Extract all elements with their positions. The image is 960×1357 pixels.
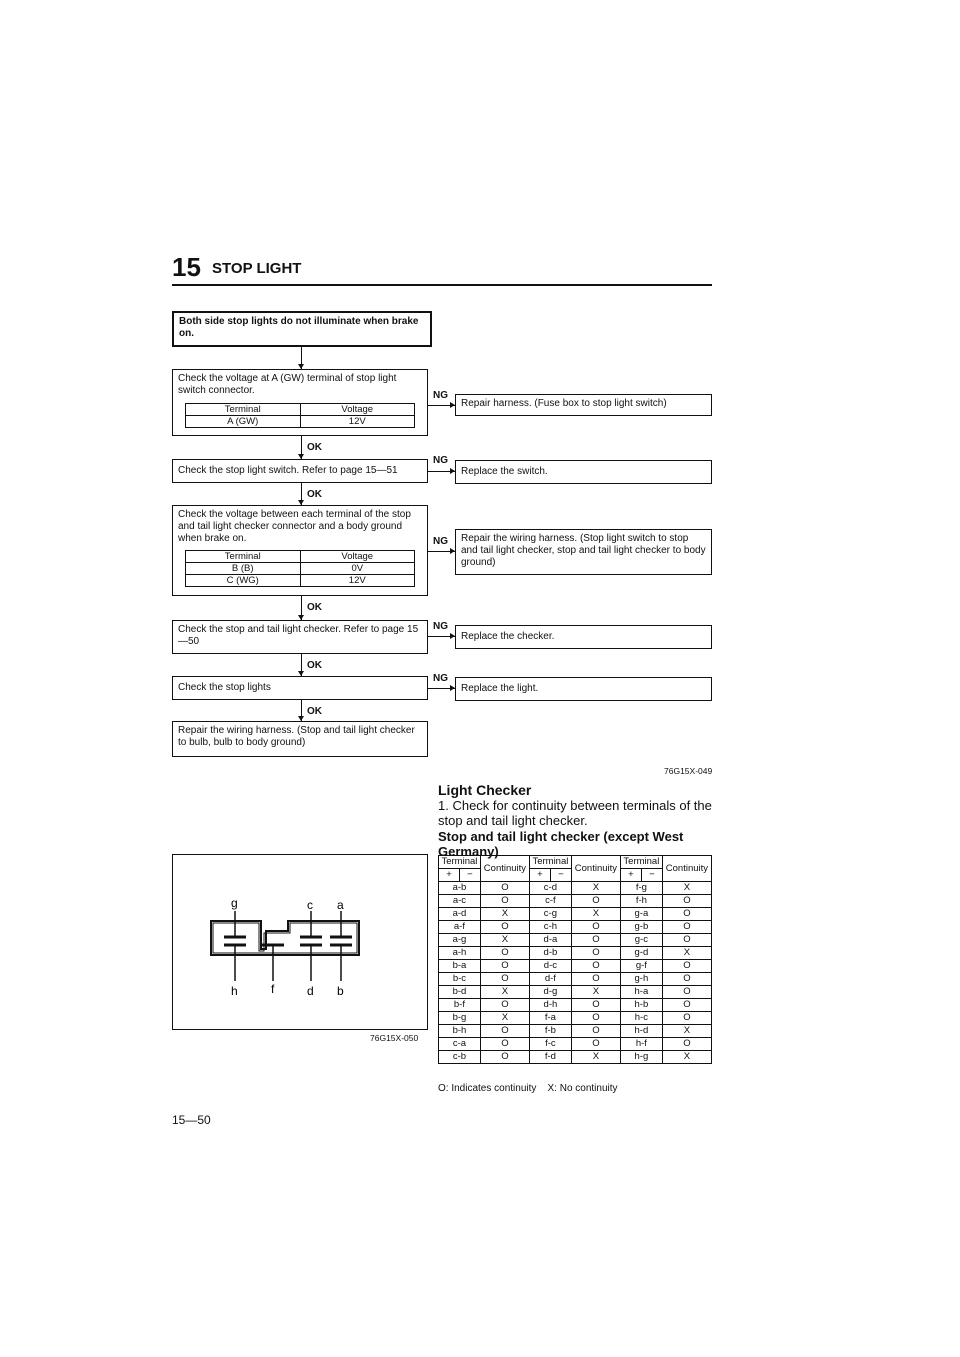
terminal-pair-cell: h-b [620, 999, 662, 1012]
continuity-cell: X [662, 1025, 711, 1038]
continuity-cell: O [662, 908, 711, 921]
step3-ng-label: NG [433, 536, 448, 547]
table-row [439, 895, 712, 908]
th-minus-3: − [641, 869, 662, 882]
terminal-pair-cell: d-a [529, 934, 571, 947]
terminal-pair-cell: g-b [620, 921, 662, 934]
step3-text: Check the voltage between each terminal of the stop and tail light checker connector and a body ground when brake on. [178, 509, 411, 544]
table-row [439, 1038, 712, 1051]
continuity-cell: O [571, 1012, 620, 1025]
section-step-text: 1. Check for continuity between terminals of the stop and tail light checker. [438, 798, 712, 828]
terminal-pair-cell: a-g [439, 934, 481, 947]
step1-ng-text: Repair harness. (Fuse box to stop light switch) [461, 398, 667, 409]
table-row [439, 947, 712, 960]
flow-start-text: Both side stop lights do not illuminate when brake on. [179, 316, 419, 339]
page-number: 15—50 [172, 1113, 211, 1127]
section-subtitle: Stop and tail light checker (except West Germany) [438, 829, 684, 859]
terminal-pair-cell: a-b [439, 882, 481, 895]
pin-label-a: a [337, 898, 344, 912]
page-header [172, 248, 712, 288]
step5-ng-label: NG [433, 673, 448, 684]
pin-label-d: d [307, 984, 314, 998]
table-row [439, 1012, 712, 1025]
continuity-cell: X [571, 882, 620, 895]
terminal-pair-cell: g-c [620, 934, 662, 947]
table-row [439, 921, 712, 934]
continuity-cell: X [662, 947, 711, 960]
table-row [439, 882, 712, 895]
th-continuity-2: Continuity [571, 856, 620, 882]
connector-diagram [173, 855, 427, 1029]
continuity-cell: X [480, 986, 529, 999]
continuity-cell: O [571, 999, 620, 1012]
step3-voltage-c: 12V [300, 575, 415, 587]
terminal-pair-cell: b-d [439, 986, 481, 999]
table-row [439, 960, 712, 973]
terminal-pair-cell: d-b [529, 947, 571, 960]
terminal-pair-cell: g-d [620, 947, 662, 960]
table-row [439, 1025, 712, 1038]
continuity-cell: X [480, 908, 529, 921]
step5-text: Check the stop lights [178, 682, 271, 693]
continuity-cell: O [571, 960, 620, 973]
continuity-cell: O [480, 1051, 529, 1064]
continuity-cell: O [480, 882, 529, 895]
continuity-cell: O [662, 1012, 711, 1025]
terminal-pair-cell: c-g [529, 908, 571, 921]
chapter-title: STOP LIGHT [212, 260, 302, 277]
continuity-cell: O [480, 1038, 529, 1051]
header-rule [172, 284, 712, 286]
step3-voltage-table [185, 550, 415, 587]
continuity-cell: O [571, 921, 620, 934]
th-plus-1: + [439, 869, 460, 882]
continuity-cell: X [480, 934, 529, 947]
step2-ng-box [455, 460, 712, 484]
terminal-pair-cell: c-b [439, 1051, 481, 1064]
continuity-cell: O [662, 934, 711, 947]
continuity-cell: O [480, 947, 529, 960]
terminal-pair-cell: d-c [529, 960, 571, 973]
terminal-pair-cell: b-g [439, 1012, 481, 1025]
table-row [439, 986, 712, 999]
step4-ng-label: NG [433, 621, 448, 632]
continuity-cell: O [571, 1038, 620, 1051]
terminal-pair-cell: h-d [620, 1025, 662, 1038]
th-continuity-1: Continuity [480, 856, 529, 882]
continuity-cell: X [662, 882, 711, 895]
pin-label-g: g [231, 896, 238, 910]
step3-th-terminal: Terminal [186, 551, 301, 563]
continuity-cell: O [662, 895, 711, 908]
terminal-pair-cell: h-a [620, 986, 662, 999]
continuity-cell: X [480, 1012, 529, 1025]
continuity-table-body [439, 882, 712, 1064]
terminal-pair-cell: a-c [439, 895, 481, 908]
flow-figure-code: 76G15X-049 [664, 766, 713, 776]
continuity-cell: O [662, 960, 711, 973]
connector-figure-code: 76G15X-050 [370, 1033, 419, 1043]
step1-voltage: 12V [300, 416, 415, 428]
continuity-cell: O [662, 921, 711, 934]
terminal-pair-cell: b-f [439, 999, 481, 1012]
step4-box [172, 620, 428, 654]
terminal-pair-cell: h-c [620, 1012, 662, 1025]
table-row [439, 999, 712, 1012]
th-continuity-3: Continuity [662, 856, 711, 882]
continuity-table [438, 855, 712, 1064]
continuity-cell: O [662, 973, 711, 986]
continuity-cell: O [571, 947, 620, 960]
step1-th-voltage: Voltage [300, 404, 415, 416]
flow-end-text: Repair the wiring harness. (Stop and tail light checker to bulb, bulb to body ground) [178, 725, 415, 748]
connector-figure [172, 854, 428, 1030]
terminal-pair-cell: b-h [439, 1025, 481, 1038]
table-row [439, 1051, 712, 1064]
continuity-cell: O [662, 986, 711, 999]
th-plus-2: + [529, 869, 550, 882]
step1-ng-label: NG [433, 390, 448, 401]
step4-ng-box [455, 625, 712, 649]
section-title: Light Checker [438, 782, 532, 798]
continuity-cell: O [480, 960, 529, 973]
terminal-pair-cell: f-b [529, 1025, 571, 1038]
ok-label-4: OK [307, 660, 322, 671]
ok-label-1: OK [307, 442, 322, 453]
terminal-pair-cell: a-h [439, 947, 481, 960]
step5-ng-text: Replace the light. [461, 683, 539, 694]
step3-voltage-b: 0V [300, 563, 415, 575]
step1-voltage-table [185, 403, 415, 428]
th-terminal-1: Terminal [439, 856, 481, 869]
terminal-pair-cell: f-h [620, 895, 662, 908]
terminal-pair-cell: b-c [439, 973, 481, 986]
th-minus-2: − [550, 869, 571, 882]
continuity-cell: O [480, 999, 529, 1012]
table-row [439, 973, 712, 986]
table-row [439, 934, 712, 947]
step5-box [172, 676, 428, 700]
step3-terminal-b: B (B) [186, 563, 301, 575]
terminal-pair-cell: h-f [620, 1038, 662, 1051]
terminal-pair-cell: c-f [529, 895, 571, 908]
terminal-pair-cell: f-g [620, 882, 662, 895]
step4-text: Check the stop and tail light checker. Refer to page 15—50 [178, 624, 419, 647]
pin-label-c: c [307, 898, 313, 912]
step3-terminal-c: C (WG) [186, 575, 301, 587]
terminal-pair-cell: h-g [620, 1051, 662, 1064]
continuity-cell: X [571, 1051, 620, 1064]
th-terminal-2: Terminal [529, 856, 571, 869]
terminal-pair-cell: c-d [529, 882, 571, 895]
terminal-pair-cell: d-f [529, 973, 571, 986]
continuity-cell: O [480, 921, 529, 934]
terminal-pair-cell: g-f [620, 960, 662, 973]
continuity-cell: O [480, 973, 529, 986]
continuity-cell: X [571, 986, 620, 999]
step5-ng-box [455, 677, 712, 701]
terminal-pair-cell: g-a [620, 908, 662, 921]
step2-ng-text: Replace the switch. [461, 466, 548, 477]
chapter-number: 15 [172, 252, 201, 282]
terminal-pair-cell: f-a [529, 1012, 571, 1025]
terminal-pair-cell: a-d [439, 908, 481, 921]
flow-start-box [172, 311, 432, 347]
pin-label-f: f [271, 982, 275, 996]
step3-ng-text: Repair the wiring harness. (Stop light switch to stop and tail light checker, stop and tail light checker to body ground) [461, 533, 706, 568]
continuity-legend: O: Indicates continuity X: No continuity [438, 1083, 618, 1094]
step2-ng-label: NG [433, 455, 448, 466]
continuity-cell: X [571, 908, 620, 921]
continuity-cell: O [480, 895, 529, 908]
th-terminal-3: Terminal [620, 856, 662, 869]
continuity-cell: O [480, 1025, 529, 1038]
step1-terminal: A (GW) [186, 416, 301, 428]
continuity-cell: O [571, 973, 620, 986]
th-plus-3: + [620, 869, 641, 882]
continuity-cell: O [662, 999, 711, 1012]
continuity-cell: X [662, 1051, 711, 1064]
continuity-cell: O [571, 895, 620, 908]
step3-th-voltage: Voltage [300, 551, 415, 563]
step1-text: Check the voltage at A (GW) terminal of stop light switch connector. [178, 373, 397, 396]
table-row [439, 908, 712, 921]
step1-th-terminal: Terminal [186, 404, 301, 416]
terminal-pair-cell: b-a [439, 960, 481, 973]
step4-ng-text: Replace the checker. [461, 631, 555, 642]
terminal-pair-cell: d-g [529, 986, 571, 999]
terminal-pair-cell: c-a [439, 1038, 481, 1051]
terminal-pair-cell: a-f [439, 921, 481, 934]
terminal-pair-cell: f-d [529, 1051, 571, 1064]
flow-end-box [172, 721, 428, 757]
step3-ng-box [455, 529, 712, 575]
step2-text: Check the stop light switch. Refer to page 15—51 [178, 465, 398, 476]
step1-ng-box [455, 394, 712, 416]
ok-label-2: OK [307, 489, 322, 500]
step2-box [172, 459, 428, 483]
ok-label-3: OK [307, 602, 322, 613]
terminal-pair-cell: f-c [529, 1038, 571, 1051]
pin-label-b: b [337, 984, 344, 998]
continuity-cell: O [571, 934, 620, 947]
ok-label-5: OK [307, 706, 322, 717]
continuity-cell: O [662, 1038, 711, 1051]
pin-label-h: h [231, 984, 238, 998]
terminal-pair-cell: c-h [529, 921, 571, 934]
terminal-pair-cell: d-h [529, 999, 571, 1012]
continuity-cell: O [571, 1025, 620, 1038]
terminal-pair-cell: g-h [620, 973, 662, 986]
th-minus-1: − [459, 869, 480, 882]
